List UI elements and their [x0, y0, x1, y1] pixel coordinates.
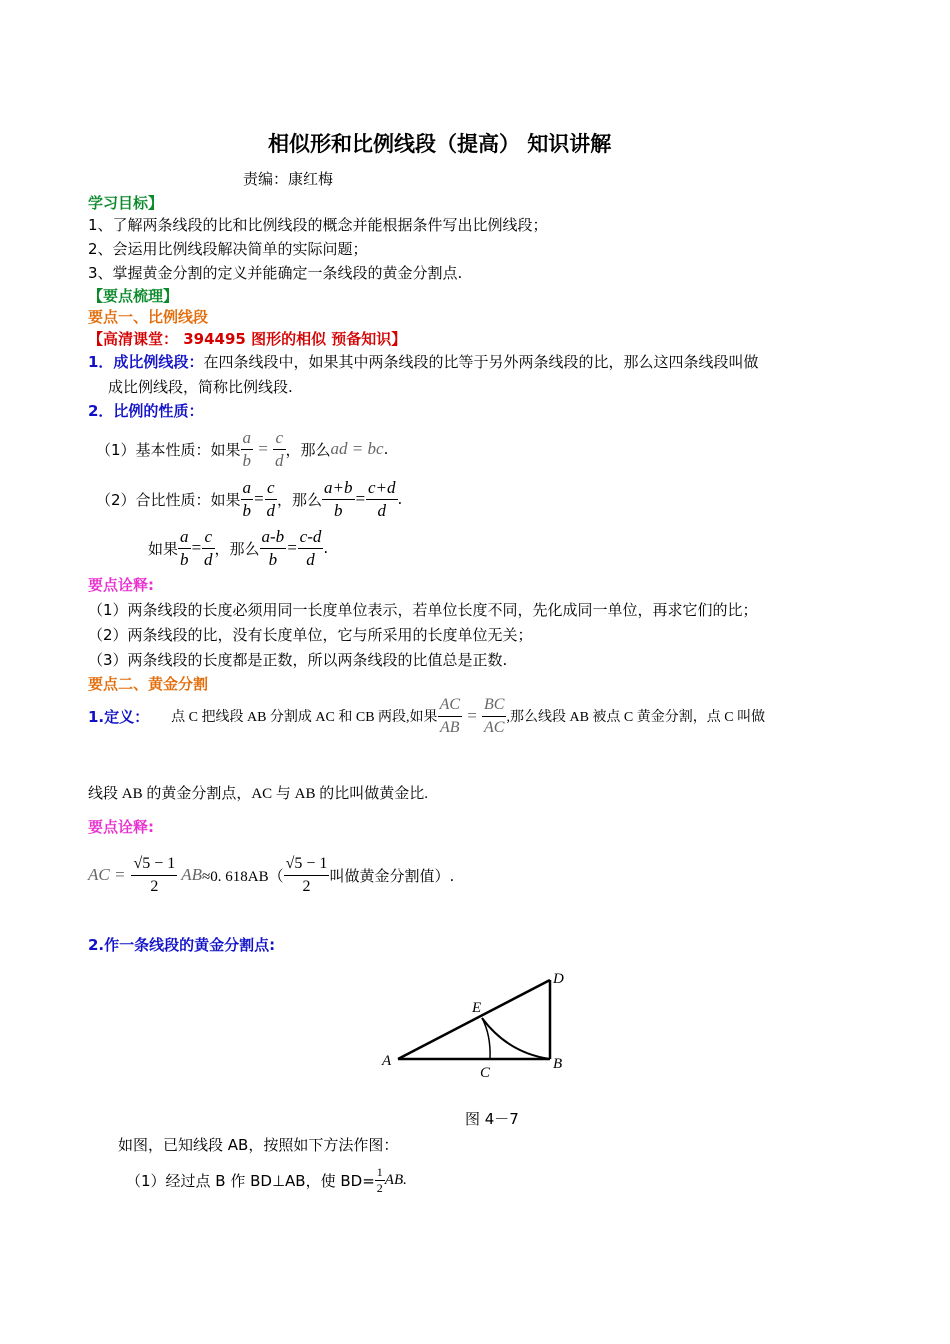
page-title: 相似形和比例线段（提高） 知识讲解 [268, 132, 612, 156]
arc-de [482, 1018, 550, 1059]
golden-definition: 1.定义： 点 C 把线段 AB 分割成 AC 和 CB 两段,如果 $\frac{AC}{AB}$ = $\frac{BC}{AC}$ ,那么线段 AB 被点 C 黄金分割，点 C 叫做 [88, 692, 765, 740]
fraction-sqrt5-value: $\frac{√5 - 1}{2}$ [285, 854, 328, 895]
editor-line: 责编：康红梅 [243, 170, 334, 188]
fraction-a-b: $\frac{a}{b}$ [242, 427, 252, 470]
golden-formula [88, 848, 454, 902]
construct-step1 [126, 1158, 407, 1202]
fraction-half: $\frac{1}{2}$ [376, 1164, 383, 1195]
construct-intro: 如图，已知线段 AB，按照如下方法作图： [118, 1136, 399, 1154]
def-label: 1.定义： [88, 707, 150, 726]
golden-tail: 叫做黄金分割值）. [329, 866, 455, 885]
fraction-a-minus-b: $\frac{a-b}{b}$ [261, 526, 285, 569]
fraction-a-plus-b: $\frac{a+b}{b}$ [324, 477, 353, 520]
def-line2: 线段 AB 的黄金分割点，AC 与 AB 的比叫做黄金比. [88, 786, 429, 802]
goal-item: 1、了解两条线段的比和比例线段的概念并能根据条件写出比例线段； [88, 216, 548, 234]
def-post: ,那么线段 AB 被点 C 黄金分割，点 C 叫做 [506, 710, 766, 725]
sum-property: （2）合比性质：如果 $\frac{a}{b}$ = $\frac{c}{d}$ ，那么 $\frac{a+b}{b}$ = $\frac{c+d}{d}$ . [96, 477, 403, 520]
figure-caption: 图 4－7 [465, 1110, 519, 1128]
golden-section-figure [370, 965, 580, 1080]
summary-heading: 【要点梳理】 [88, 287, 179, 305]
label-a: A [382, 1053, 392, 1069]
def-label: 1．成比例线段： [88, 353, 204, 371]
step1-pre: （1）经过点 B 作 BD⊥AB，使 BD= [126, 1171, 375, 1190]
label-c: C [480, 1065, 491, 1080]
label-e: E [472, 1000, 482, 1016]
prop-label: 2．比例的性质： [88, 402, 204, 420]
sum-prefix: （2）合比性质：如果 [96, 490, 241, 509]
note-item: （2）两条线段的比，没有长度单位，它与所采用的长度单位无关； [88, 626, 533, 644]
golden-ab: AB [181, 865, 203, 884]
fraction-c-d: $\frac{c}{d}$ [204, 526, 213, 569]
note-item: （1）两条线段的长度必须用同一长度单位表示，若单位长度不同，先化成同一单位，再求它们的比； [88, 601, 758, 619]
fraction-sqrt5: $\frac{√5 - 1}{2}$ [133, 854, 176, 895]
fraction-c-d: $\frac{c}{d}$ [266, 477, 276, 520]
diff-mid: ，那么 [214, 539, 260, 558]
label-d: D [553, 971, 564, 987]
diff-property: 如果 $\frac{a}{b}$ = $\frac{c}{d}$ ，那么 $\frac{a-b}{b}$ = $\frac{c-d}{d}$ . [148, 526, 329, 569]
equals-sign: = [253, 439, 274, 458]
fraction-bc-ac: $\frac{BC}{AC}$ [484, 695, 505, 736]
segment-ad [398, 980, 550, 1059]
point1-heading: 要点一、比例线段 [88, 308, 209, 326]
fraction-c-d: $\frac{c}{d}$ [275, 427, 284, 470]
fraction-a-b: $\frac{a}{b}$ [180, 526, 189, 569]
fraction-ac-ab: $\frac{AC}{AB}$ [439, 695, 461, 736]
basic-mid: ，那么 [285, 440, 331, 459]
fraction-c-minus-d: $\frac{c-d}{d}$ [299, 526, 322, 569]
def-text: 在四条线段中，如果其中两条线段的比等于另外两条线段的比，那么这四条线段叫做 [203, 353, 759, 371]
goal-item: 2、会运用比例线段解决简单的实际问题； [88, 240, 368, 258]
note-item: （3）两条线段的长度都是正数，所以两条线段的比值总是正数. [88, 651, 508, 669]
fraction-a-b: $\frac{a}{b}$ [242, 477, 252, 520]
def-text-line2: 成比例线段，简称比例线段. [108, 378, 293, 396]
def-pre: 点 C 把线段 AB 分割成 AC 和 CB 两段,如果 [171, 710, 438, 725]
point2-heading: 要点二、黄金分割 [88, 675, 209, 693]
label-b: B [553, 1056, 563, 1072]
goal-item: 3、掌握黄金分割的定义并能确定一条线段的黄金分割点. [88, 264, 463, 282]
basic-result: ad = bc [330, 439, 384, 458]
diff-prefix: 如果 [148, 539, 179, 558]
def-proportional [88, 351, 758, 372]
notes-heading: 要点诠释: [88, 576, 154, 594]
basic-property: （1）基本性质：如果 $\frac{a}{b}$ = $\frac{c}{d}$ ，那么 ad = bc . [96, 427, 389, 470]
course-link[interactable]: 【高清课堂： 394495 图形的相似 预备知识】 [88, 330, 407, 348]
sum-mid: ，那么 [277, 490, 323, 509]
golden-approx: ≈0. 618AB（ [202, 868, 284, 885]
golden-lhs: AC = [88, 865, 126, 884]
construct-heading: 2.作一条线段的黄金分割点: [88, 936, 276, 954]
notes-heading-2: 要点诠释: [88, 818, 154, 836]
goals-heading: 学习目标】 [88, 194, 164, 212]
fraction-c-plus-d: $\frac{c+d}{d}$ [368, 477, 396, 520]
basic-prefix: （1）基本性质：如果 [96, 440, 241, 459]
step1-post: AB. [384, 1171, 407, 1188]
